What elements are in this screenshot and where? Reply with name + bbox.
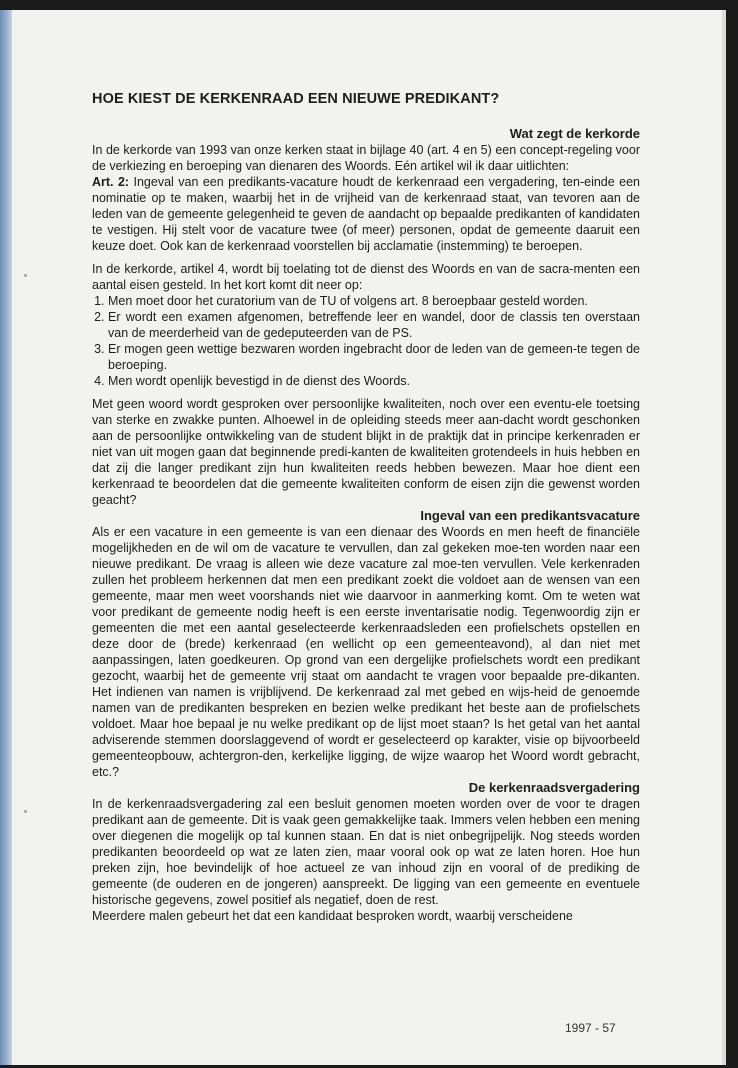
article-text: Ingeval van een predikants-vacature houdt de kerkenraad een vergadering, ten-einde een nominatie op te maken, waarbij het in de vrijheid van de kerkenraad staat, van tevoren aan de leden van de gemeente gelegenheid te geven de aandacht op bepaalde predikanten of kandidaten te vestigen. Hij stelt voor de vacature twee (of meer) personen, opdat de gemeente daaruit een keuze doet. Ook kan de kerkenraad voorstellen bij acclamatie (instemming) te beroepen. <box>92 175 640 253</box>
page-edge <box>722 10 726 1065</box>
paragraph: In de kerkorde van 1993 van onze kerken staat in bijlage 40 (art. 4 en 5) een concept-regeling voor de verkiezing en beroeping van dienaren des Woords. Eén artikel wil ik daar uitlichten: <box>92 143 640 173</box>
section-heading: Ingeval van een predikantsvacature <box>420 508 640 523</box>
binder-hole <box>24 274 27 277</box>
section-heading: Wat zegt de kerkorde <box>509 126 640 141</box>
page-number: 1997 - 57 <box>565 1021 616 1035</box>
list-item: 1. Men moet door het curatorium van de TU of volgens art. 8 beroepbaar gesteld worden. <box>108 293 640 309</box>
article-label: Art. 2: <box>92 175 130 189</box>
requirements-list <box>92 293 640 389</box>
list-item: 4. Men wordt openlijk bevestigd in de dienst des Woords. <box>108 373 640 389</box>
paragraph: Als er een vacature in een gemeente is van een dienaar des Woords en men heeft de financiële mogelijkheden en de wil om de vacature te vervullen, dan zal gekeken moe-ten worden naar een nieuwe predikant. De vraag is alleen wie deze vacature zal moe-ten vervullen. Vele kerkenraden zullen het probleem herkennen dat men een predikant zoekt die voldoet aan de wensen van een gemeente, maar men weet voorshands niet wie daarvoor in aanmerking komt. Om te weten wat voor predikant de gemeente nodig heeft is een eerste inventarisatie nodig. Tegenwoordig zijn er gemeenten die met een aantal geselecteerde kerkenraadsleden een profielschets opstellen en deze door de (brede) kerkenraad (en wellicht op een gemeenteavond), al dan niet met aanpassingen, laten goedkeuren. Op grond van een dergelijke profielschets wordt een predikant gezocht, waarbij het de gemeente vrij staat om aandacht te vragen voor bepaalde pre-dikanten. Het indienen van namen is vrijblijvend. De kerkenraad zal met gebed en wijs-heid de genoemde namen van de predikanten bespreken en bezien welke predikant het beste aan de profielschets voldoet. Maar hoe bepaal je nu welke predikant op de lijst moet staan? Is het getal van het aantal adviserende stemmen doorslaggevend of wordt er geselecteerd op karakter, visie op bijvoorbeeld gemeenteopbouw, achtergron-den, kerkelijke ligging, de wijze waarop het Woord wordt gebracht, etc.? <box>92 525 640 779</box>
page-title: HOE KIEST DE KERKENRAAD EEN NIEUWE PREDIKANT? <box>92 91 500 107</box>
list-item: 3. Er mogen geen wettige bezwaren worden ingebracht door de leden van de gemeen-te tegen de beroeping. <box>108 341 640 373</box>
paragraph: In de kerkorde, artikel 4, wordt bij toelating tot de dienst des Woords en van de sacra-menten een aantal eisen gesteld. In het kort komt dit neer op: <box>92 262 640 292</box>
paragraph: In de kerkenraadsvergadering zal een besluit genomen moeten worden over de voor te dragen predikant aan de gemeente. Dit is vaak geen gemakkelijke taak. Immers velen hebben een mening over diegenen die mogelijk op tal kunnen staan. En dat is niet onbegrijpelijk. Nog steeds worden predikanten beoordeeld op wat ze laten zien, maar vooral ook op wat ze laten horen. Hoe hun preken zijn, hoe bevindelijk of hoe actueel ze van inhoud zijn en vooral of de prediking de gemeente (de ouderen en de jongeren) aanspreekt. De ligging van een gemeente en eventuele historische gegevens, zowel positief als negatief, doen de rest. <box>92 797 640 907</box>
article-quote <box>92 174 640 254</box>
section-heading: De kerkenraadsvergadering <box>468 780 640 795</box>
paragraph: Meerdere malen gebeurt het dat een kandidaat besproken wordt, waarbij verscheidene <box>92 909 573 923</box>
binder-hole <box>24 810 27 813</box>
paragraph: Met geen woord wordt gesproken over persoonlijke kwaliteiten, noch over een eventu-ele toetsing van sterke en zwakke punten. Alhoewel in de opleiding steeds meer aan-dacht wordt geschonken aan de persoonlijke ontwikkeling van de student blijkt in de praktijk dat in principe kerkenraden er niet van uit mogen gaan dat beginnende predi-kanten de kwaliteiten grotendeels in huis hebben en dat zij die langer predikant zijn hun kwaliteiten reeds hebben bewezen. Maar hoe dient een kerkenraad te beoordelen dat die gemeente kwaliteiten conform de eisen zijn die gewenst worden geacht? <box>92 397 640 507</box>
binder-spine <box>0 10 12 1065</box>
document-page <box>0 10 726 1065</box>
article-body <box>92 90 640 924</box>
list-item: 2. Er wordt een examen afgenomen, betreffende leer en wandel, door de classis ten overstaan van de meerderheid van de gedeputeerden van de PS. <box>108 309 640 341</box>
